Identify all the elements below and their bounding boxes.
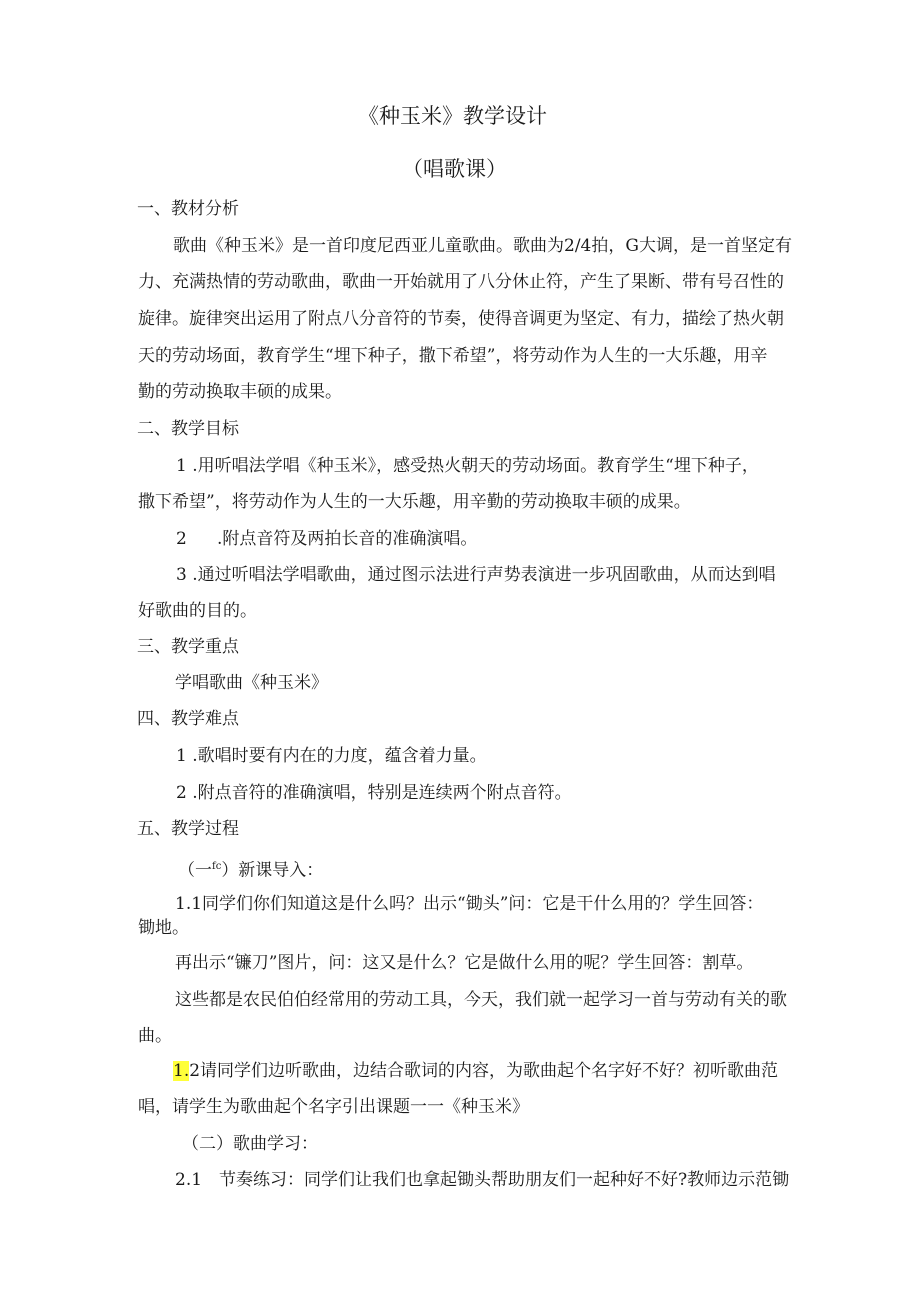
paragraph-line: 天的劳动场面，教育学生“埋下种子，撒下希望”，将劳动作为人生的一大乐趣，用辛 <box>138 346 768 366</box>
list-item-number: 2 <box>176 529 187 549</box>
list-item-continued: 撒下希望”，将劳动作为人生的一大乐趣，用辛勤的劳动换取丰硕的成果。 <box>138 492 691 512</box>
paragraph-line: 歌曲《种玉米》是一首印度尼西亚儿童歌曲。歌曲为2/4拍，G大调，是一首坚定有 <box>173 236 792 256</box>
paragraph-line: 2.1 节奏练习：同学们让我们也拿起锄头帮助朋友们一起种好不好?教师边示范锄 <box>175 1170 790 1190</box>
list-item: 2 .附点音符的准确演唱，特别是连续两个附点音符。 <box>176 783 572 803</box>
doc-title: 《种玉米》教学设计 <box>358 104 547 128</box>
paragraph-line <box>173 1060 778 1082</box>
section-heading-5: 五、教学过程 <box>137 819 239 839</box>
paragraph-line: 学唱歌曲《种玉米》 <box>175 673 328 693</box>
subheading-prefix: （一 <box>178 860 212 881</box>
paragraph-line: 锄地。 <box>138 918 189 938</box>
doc-subtitle: （唱歌课） <box>402 157 507 181</box>
paragraph-line: 力、充满热情的劳动歌曲，歌曲一开始就用了八分休止符，产生了果断、带有号召性的 <box>138 272 784 292</box>
paragraph-line: 唱，请学生为歌曲起个名字引出课题一一《种玉米》 <box>138 1097 529 1117</box>
paragraph-line: 旋律。旋律突出运用了附点八分音符的节奏，使得音调更为坚定、有力，描绘了热火朝 <box>138 309 784 329</box>
list-item: .附点音符及两拍长音的准确演唱。 <box>217 529 478 549</box>
paragraph-line: 这些都是农民伯伯经常用的劳动工具，今天，我们就一起学习一首与劳动有关的歌 <box>175 990 787 1010</box>
list-item: 1 .用听唱法学唱《种玉米》，感受热火朝天的劳动场面。教育学生“埋下种子， <box>176 456 759 476</box>
subsection-heading-1 <box>178 856 323 882</box>
subheading-suffix: ）新课导入： <box>221 860 324 881</box>
paragraph-line: 1.1同学们你们知道这是什么吗？出示“锄头”问：它是干什么用的？学生回答： <box>175 894 764 914</box>
section-heading-2: 二、教学目标 <box>137 419 239 439</box>
paragraph-line: 勤的劳动换取丰硕的成果。 <box>138 382 342 402</box>
list-item: 1 .歌唱时要有内在的力度，蕴含着力量。 <box>176 746 487 766</box>
paragraph-line: 曲。 <box>138 1026 172 1046</box>
section-heading-1: 一、教材分析 <box>137 199 239 219</box>
subheading-superscript: fc <box>212 861 222 872</box>
paragraph-line: 再出示“镰刀”图片，问：这又是什么？它是做什么用的呢？学生回答：割草。 <box>175 953 754 973</box>
subsection-heading-2: （二）歌曲学习： <box>182 1134 318 1154</box>
list-item-continued: 好歌曲的目的。 <box>138 601 257 621</box>
section-heading-3: 三、教学重点 <box>137 637 239 657</box>
list-item: 3 .通过听唱法学唱歌曲，通过图示法进行声势表演进一步巩固歌曲，从而达到唱 <box>176 565 776 585</box>
section-heading-4: 四、教学难点 <box>137 709 239 729</box>
paragraph-text: 2请同学们边听歌曲，边结合歌词的内容，为歌曲起个名字好不好？初听歌曲范 <box>189 1061 779 1081</box>
highlighted-number: 1. <box>173 1061 190 1081</box>
